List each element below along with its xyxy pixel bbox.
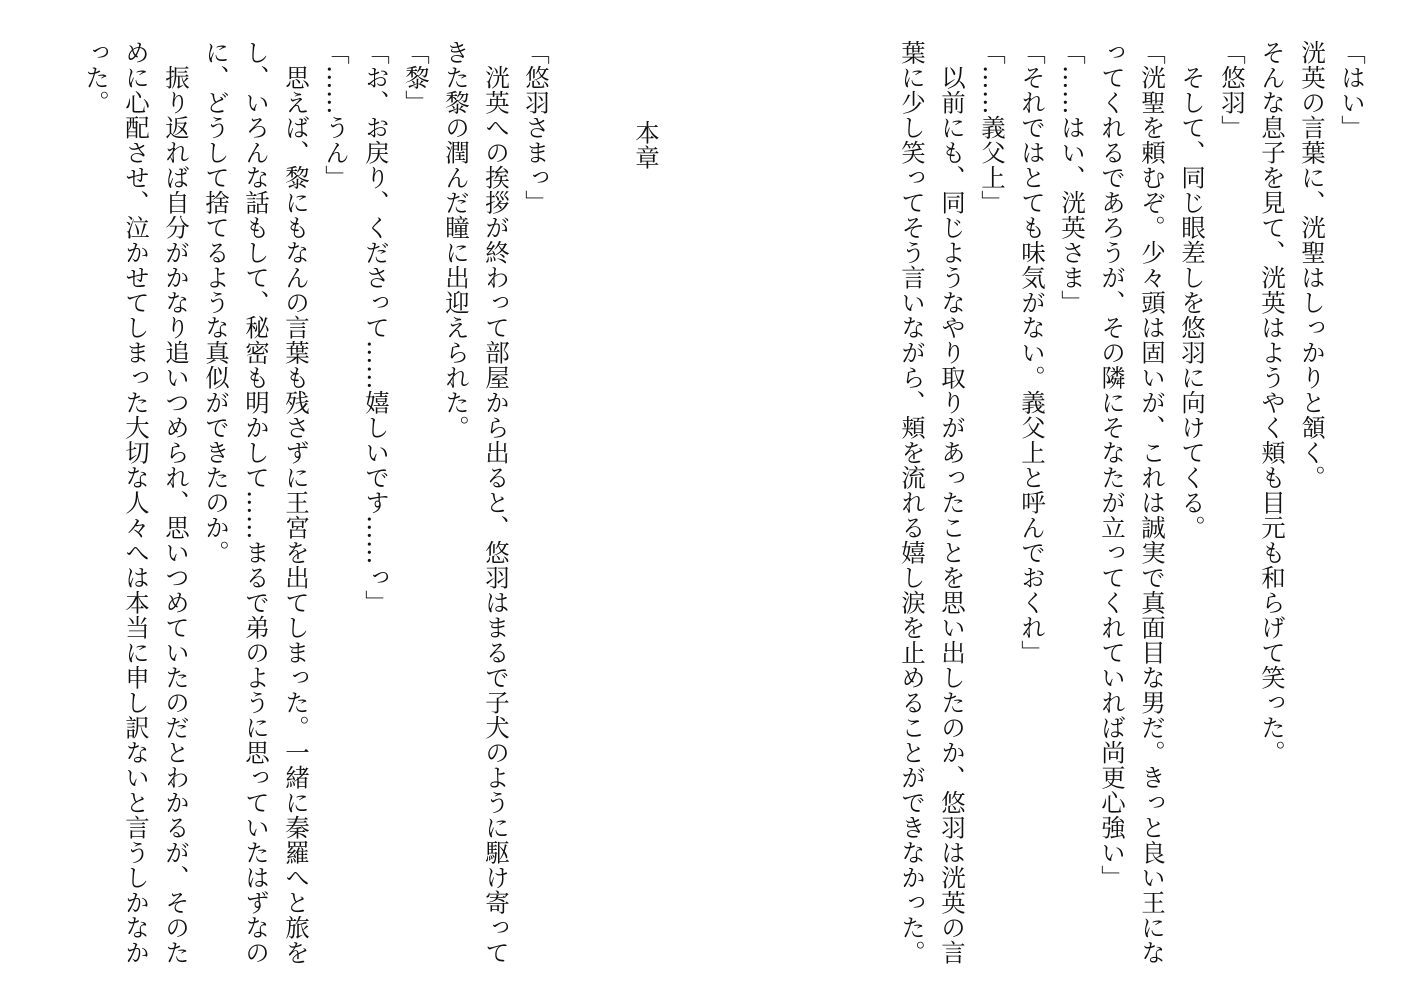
text-line: 「……うん」 xyxy=(322,40,351,190)
text-line: そんな息子を見て、洸英はようやく頬も目元も和らげて笑った。 xyxy=(1258,40,1287,765)
chapter-heading: 本章 xyxy=(632,120,661,170)
text-line: 「はい」 xyxy=(1338,40,1367,140)
text-line: 「お、お戻り、くださって……嬉しいです……っ」 xyxy=(362,40,391,615)
text-line: 以前にも、同じようなやり取りがあったことを思い出したのか、悠羽は洸英の言葉に少し笑ってそう言いながら、頬を流れる嬉し涙を止めることができなかった。 xyxy=(898,40,967,965)
text-line: 「悠羽」 xyxy=(1218,40,1247,140)
text-line: 「悠羽さまっ」 xyxy=(522,40,551,215)
text-line: 「それではとても味気がない。義父上と呼んでおくれ」 xyxy=(1018,40,1047,665)
text-line: 「……はい、洸英さま」 xyxy=(1058,40,1087,315)
left-page xyxy=(82,40,666,970)
text-line: 「黎」 xyxy=(402,40,431,115)
text-line: 振り返れば自分がかなり追いつめられ、思いつめていたのだとわかるが、そのために心配させ、泣かせてしまった大切な人々へは本当に申し訳ないと言うしかなかった。 xyxy=(82,40,191,965)
text-line: 洸英の言葉に、洸聖はしっかりと頷く。 xyxy=(1298,40,1327,490)
text-line: 「……義父上」 xyxy=(978,40,1007,215)
text-line: 洸英への挨拶が終わって部屋から出ると、悠羽はまるで子犬のように駆け寄ってきた黎の潤んだ瞳に出迎えられた。 xyxy=(442,40,511,965)
right-page xyxy=(872,40,1372,970)
text-line: そして、同じ眼差しを悠羽に向けてくる。 xyxy=(1178,65,1207,540)
text-line: 「洸聖を頼むぞ。少々頭は固いが、これは誠実で真面目な男だ。きっと良い王になってくれるであろうが、その隣にそなたが立ってくれていれば尚更心強い」 xyxy=(1098,40,1167,965)
text-line: 思えば、黎にもなんの言葉も残さずに王宮を出てしまった。一緒に秦羅へと旅をし、いろんな話もして、秘密も明かして……まるで弟のように思っていたはずなのに、どうして捨てるような真似ができたのか。 xyxy=(202,40,311,965)
